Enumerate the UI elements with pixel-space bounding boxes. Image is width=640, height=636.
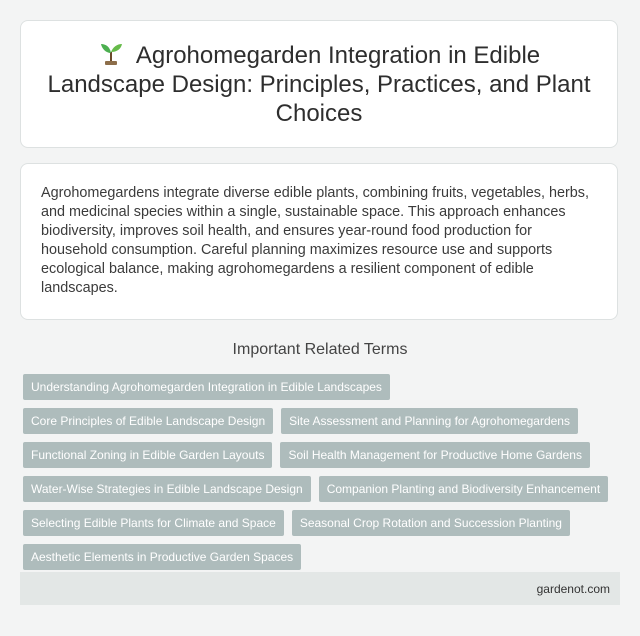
related-terms-list — [23, 374, 613, 570]
page-title — [21, 41, 617, 128]
related-terms-heading: Important Related Terms — [232, 341, 408, 358]
term-tag[interactable]: Water-Wise Strategies in Edible Landscape Design — [23, 476, 311, 502]
intro-paragraph: Agrohomegardens integrate diverse edible plants, combining fruits, vegetables, herbs, and medicinal species within a single, sustainable space. This approach enhances biodiversity, improves soil health, and ensures year-round food production for household consumption. Careful planning maximizes resource use and supports ecological balance, making agrohomegardens a resilient component of edible landscapes. — [41, 185, 589, 296]
intro-card — [20, 163, 618, 320]
term-tag[interactable]: Understanding Agrohomegarden Integration in Edible Landscapes — [23, 374, 390, 400]
page-title-text: Agrohomegarden Integration in Edible Landscape Design: Principles, Practices, and Plant Choices — [47, 41, 591, 127]
term-tag[interactable]: Soil Health Management for Productive Home Gardens — [280, 442, 589, 468]
term-tag[interactable]: Functional Zoning in Edible Garden Layouts — [23, 442, 272, 468]
term-tag[interactable]: Seasonal Crop Rotation and Succession Planting — [292, 510, 570, 536]
term-tag[interactable]: Core Principles of Edible Landscape Design — [23, 408, 273, 434]
footer — [20, 572, 620, 605]
site-link[interactable]: gardenot.com — [536, 581, 610, 596]
term-tag[interactable]: Aesthetic Elements in Productive Garden Spaces — [23, 544, 301, 570]
term-tag[interactable]: Site Assessment and Planning for Agrohomegardens — [281, 408, 578, 434]
title-card — [20, 20, 618, 148]
term-tag[interactable]: Companion Planting and Biodiversity Enhancement — [319, 476, 609, 502]
sprout-icon — [98, 41, 124, 65]
term-tag[interactable]: Selecting Edible Plants for Climate and Space — [23, 510, 284, 536]
